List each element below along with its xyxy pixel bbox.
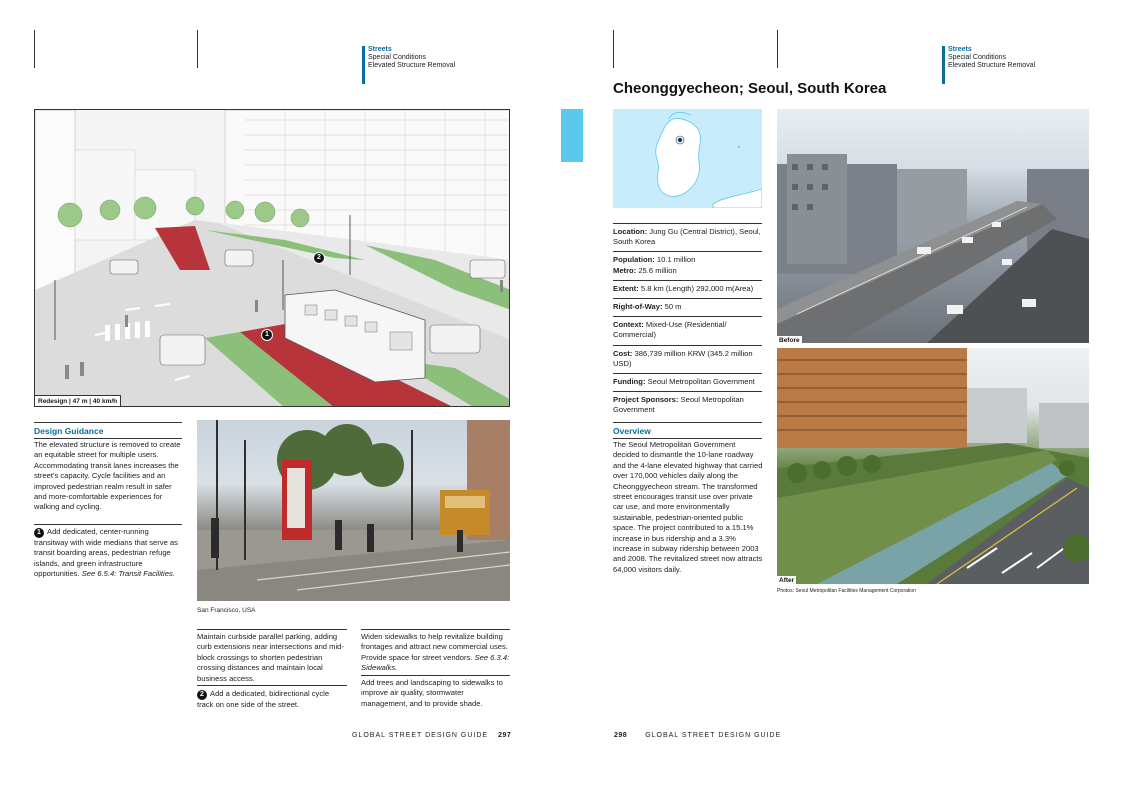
col-b-text1-reference: See 6.3.4: Sidewalks. [361,652,510,673]
design-guidance-divider [34,524,182,525]
fact-label: Population: [613,255,655,265]
fact-right-of-way [613,298,762,316]
item2-text: Add a dedicated, bidirectional cycle track on one side of the street. [197,689,330,709]
col-a-rule [197,629,347,630]
fact-value: 10.1 million [656,255,696,265]
col-a-item2 [197,689,347,710]
fact-label: Right-of-Way: [613,302,663,312]
header-rule-2 [197,30,198,68]
col-b-text1-body: Widen sidewalks to help revitalize building frontages and attract new commercial uses. Provide space for street vendors. [361,632,508,662]
col-b-text2: Add trees and landscaping to sidewalks to improve air quality, stormwater management, and to provide shade. [361,678,503,708]
running-head-right-sub1: Special Conditions [948,54,1006,61]
fact-label: Metro: [613,265,637,275]
san-francisco-photo [197,420,510,601]
running-head-left [368,46,455,70]
fact-value: Seoul Metropolitan Government [647,377,755,387]
san-francisco-caption: San Francisco, USA [197,607,256,614]
fact-label: Location: [613,227,648,236]
fact-funding [613,373,762,391]
street-illustration [34,109,510,407]
col-a-rule-2 [197,685,347,686]
callout-marker-2: 2 [313,252,325,264]
design-guidance-item1 [34,527,184,580]
redesign-badge: Redesign | 47 m | 40 km/h [35,395,121,407]
after-photo-image [777,348,1089,584]
before-label: Before [779,337,800,344]
design-guidance-intro: The elevated structure is removed to create an equitable street for multiple users. Accommodating transit lanes increases the street's capacity. Cycle facilities and an improved pedestrian realm result in safer and more-comfortable experiences for walking and cycling. [34,440,181,512]
fact-value: 50 m [664,302,682,312]
fact-value: Seoul Metropolitan Government [613,395,744,415]
item1-reference: See 6.5.4: Transit Facilities. [81,569,175,579]
fact-sponsors [613,391,762,419]
case-study-title: Cheonggyecheon; Seoul, South Korea [613,80,887,97]
col-b-rule [361,629,510,630]
col-a-text: Maintain curbside parallel parking, adding curb extensions near intersections and mid-block crossings to shorten pedestrian crossing distances and maintain local business access. [197,632,344,683]
footer-left-guide: GLOBAL STREET DESIGN GUIDE [352,732,489,739]
design-guidance-heading: Design Guidance [34,422,182,439]
fact-cost [613,345,762,373]
street-illustration-drawing [35,110,510,407]
footer-right-page: 298 [614,732,628,739]
after-photo [777,348,1089,584]
fact-label: Context: [613,320,644,330]
fact-value: 5.8 km (Length) 292,000 m(Area) [640,283,754,293]
running-head-sub1: Special Conditions [368,54,426,61]
header-rule-1 [34,30,35,68]
korea-map-drawing [613,109,762,208]
running-head-right-section: Streets [948,46,972,53]
item-number-1: 1 [34,528,44,538]
fact-extent [613,280,762,298]
item-number-2: 2 [197,690,207,700]
fact-context [613,316,762,344]
running-head-sub2: Elevated Structure Removal [368,62,456,69]
running-head-right-sub2: Elevated Structure Removal [948,62,1036,69]
san-francisco-photo-image [197,420,510,601]
fact-value: 25.6 million [638,265,677,275]
footer-right-guide: GLOBAL STREET DESIGN GUIDE [645,732,782,739]
fact-population [613,251,762,279]
photo-credit: Photos: Seoul Metropolitan Facilities Management Corporation [777,588,916,594]
item1-text: Add dedicated, center-running transitway with wide medians that serve as transit boarding areas, pedestrian refuge islands, and green infrastructure opportunities. [34,527,178,579]
footer-left-page: 297 [498,732,512,739]
footer-right [614,732,781,739]
korea-map [613,109,762,208]
running-head-section: Streets [368,46,392,53]
before-photo [777,109,1089,343]
fact-label: Project Sponsors: [613,395,679,405]
overview-text: The Seoul Metropolitan Government decided to dismantle the 10-lane roadway and the 4-lane elevated highway that carried over 170,000 vehicles daily along the Cheonggyecheon stream. The transformed street encourages transit use over private car use, and more environmentally sustainable, pedestrian-oriented public space. The project contributed to a 15.1% increase in bus ridership and a 3.3% increase in subway ridership between 2003 and 2008. The revitalized street now attracts 64,000 visitors daily. [613,440,763,574]
case-study-tab-label: CASE STUDY [566,110,573,162]
col-b-text1 [361,632,510,674]
callout-marker-1: 1 [261,329,273,341]
fact-value: 386,739 million KRW (345.2 million USD) [613,348,753,368]
before-photo-image [777,109,1089,343]
fact-value: Jung Gu (Central District), Seoul, South Korea [613,227,761,247]
header-rule-4 [777,30,778,68]
header-rule-3 [613,30,614,68]
case-study-facts [613,223,762,420]
fact-value: Mixed-Use (Residential/ Commercial) [613,320,727,340]
col-b-rule-2 [361,675,510,676]
fact-label: Extent: [613,283,639,293]
fact-location [613,223,762,251]
overview-heading: Overview [613,422,762,439]
fact-label: Cost: [613,348,633,358]
after-label: After [779,577,795,584]
footer-left [352,732,511,739]
running-head-right [948,46,1035,70]
fact-label: Funding: [613,377,646,387]
